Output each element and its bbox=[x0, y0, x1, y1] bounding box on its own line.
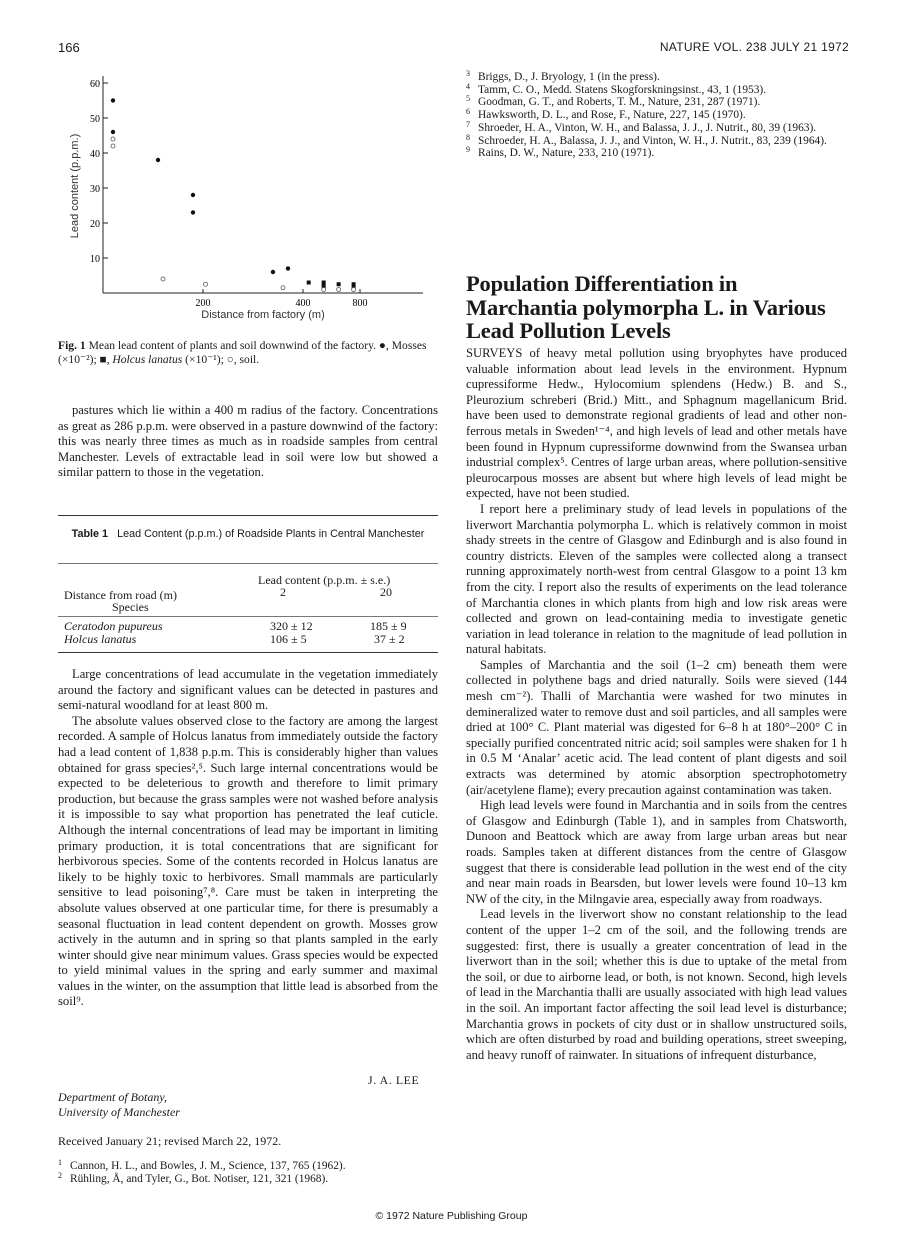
table-value-20m: 37 ± 2 bbox=[374, 632, 405, 646]
fig-caption-text: Mean lead content of plants and soil downwind of the factory. ●, Mosses (×10⁻²); ■, Holcus lanatus (×10⁻¹); ○, soil. bbox=[58, 339, 427, 366]
y-tick-label: 40 bbox=[90, 149, 100, 160]
right-paragraph-3: Samples of Marchantia and the soil (1–2 cm) beneath them were collected in polythene bags and dried naturally. Soils were sieved (144 mesh cm⁻²). Thalli of Marchantia were washed for two minutes in demineralized water to remove dust and soil particles, and all samples were dried at 100° C. Plant material was digested for 6–8 h at 180°–200° C in specially purified concentrated nitric acid; soil samples were shaken for 1 h in 0.5 M ‘Analar’ acetic acid. The lead content of plant digests and soil extracts was determined by atomic absorption spectrophotometry (air/acetylene flame); every precaution against contamination was taken. bbox=[466, 657, 847, 797]
y-tick-label: 50 bbox=[90, 114, 100, 125]
left-paragraph-3: The absolute values observed close to the factory are among the largest recorded. A sample of Holcus lanatus from immediately outside the factory had a lead content of 1,838 p.p.m. This is considerably higher than values obtained for grass species²,⁵. Such large internal concentrations would be expected to be deleterious to growth and therefore to limit primary production, but because the grass samples were not washed before analysis it is impossible to say what proportion has penetrated the leaf cuticle. Although the internal concentrations of lead may be important in limiting primary production, it is total concentrations that are significant for herbivorous species. Some of the contents recorded in Holcus lanatus are likely to be highly toxic to herbivores. Small mammals are particularly sensitive to lead poisoning⁷,⁸. Care must be taken in interpreting the absolute values observed at one particular time, for there is presumably a seasonal fluctuation in lead content dependent on growth. Mosses grow actively in the autumn and in spring so that plants sampled in the early winter should give near minimum values. Grass species would be expected to yield minimal values in the spring and early summer and maximal values in the winter, on the assumption that little lead is absorbed from the soil⁹. bbox=[58, 713, 438, 1009]
table-caption bbox=[58, 528, 438, 541]
table-value-2m: 106 ± 5 bbox=[270, 632, 307, 646]
soil-point bbox=[111, 137, 115, 141]
reference-item: 7 Shroeder, H. A., Vinton, W. H., and Balassa, J. J., J. Nutrit., 80, 39 (1963). bbox=[466, 119, 817, 134]
moss-point bbox=[111, 130, 115, 134]
references-right bbox=[466, 71, 847, 160]
table-title: Lead Content (p.p.m.) of Roadside Plants in Central Manchester bbox=[117, 528, 425, 540]
reference-item: 9 Rains, D. W., Nature, 233, 210 (1971). bbox=[466, 145, 655, 160]
affiliation-university: University of Manchester bbox=[58, 1105, 180, 1119]
right-paragraph-4: High lead levels were found in Marchantia and in soils from the centres of Glasgow and Edinburgh (Table 1), and in samples from Chatsworth, Dunoon and Beattock which are away from large urban areas but near roads. Samples taken at different distances from the centre of Glasgow suggest that there is considerable lead pollution in the west end of the city and near main roads in Bearsden, but lower levels were found 10–13 km NW of the city, in the Milngavie area, especially away from roadways. bbox=[466, 798, 847, 906]
table-row-header-species: Species bbox=[112, 600, 149, 614]
table-value-20m: 185 ± 9 bbox=[370, 619, 407, 633]
y-axis-label: Lead content (p.p.m.) bbox=[69, 133, 81, 239]
x-tick-label: 800 bbox=[352, 298, 368, 309]
table-col-header: Lead content (p.p.m. ± s.e.) bbox=[258, 573, 391, 587]
table-species: Holcus lanatus bbox=[64, 632, 137, 646]
reference-item: 4 Tamm, C. O., Medd. Statens Skogforskningsinst., 43, 1 (1953). bbox=[466, 81, 767, 96]
y-tick-label: 10 bbox=[90, 254, 100, 265]
reference-item: 5 Goodman, G. T., and Roberts, T. M., Nature, 231, 287 (1971). bbox=[466, 94, 761, 109]
references-left bbox=[58, 1160, 438, 1185]
soil-point bbox=[111, 144, 115, 148]
x-ticks bbox=[196, 289, 368, 309]
y-tick-label: 20 bbox=[90, 219, 100, 230]
holcus-point bbox=[307, 281, 311, 285]
moss-point bbox=[271, 270, 275, 274]
received-date: Received January 21; revised March 22, 1972. bbox=[58, 1134, 282, 1148]
reference-item: 8 Schroeder, H. A., Balassa, J. J., and Vinton, W. H., J. Nutrit., 83, 239 (1964). bbox=[466, 132, 827, 147]
table-row-header-distance: Distance from road (m) bbox=[64, 588, 177, 602]
fig-label: Fig. 1 bbox=[58, 339, 86, 352]
affiliation-department: Department of Botany, bbox=[58, 1090, 167, 1104]
moss-point bbox=[191, 210, 195, 214]
table-distance-20: 20 bbox=[380, 585, 392, 599]
figure-caption bbox=[58, 339, 438, 367]
soil-point bbox=[204, 282, 208, 286]
y-tick-label: 30 bbox=[90, 184, 100, 195]
table-row bbox=[64, 632, 434, 648]
reference-item: 3 Briggs, D., J. Bryology, 1 (in the press). bbox=[466, 69, 660, 83]
page-number: 166 bbox=[58, 40, 80, 55]
article-title: Population Differentiation in Marchantia polymorpha L. in Various Lead Pollution Levels bbox=[466, 271, 826, 343]
right-paragraph-1: SURVEYS of heavy metal pollution using bryophytes have produced valuable information about lead levels in the environment. Hypnum cupressiforme Hedw., Hylocomium splendens (Hedw.) B. and S., Pleurozium schreberi (Brid.) Mitt., and Sphagnum magellanicum Brid. have been used to demonstrate regional gradients of lead and other non-ferrous metals in Sweden¹⁻⁴, and high levels of lead and other metals have been found in Hypnum cupressiforme downwind from the Swansea urban industrial complex⁵. Centres of large urban areas, where pollution-sensitive pleurocarpous mosses are absent but where high levels of lead might be expected, have not been studied. bbox=[466, 346, 847, 501]
right-paragraph-2: I report here a preliminary study of lead levels in populations of the liverwort Marchantia polymorpha L. which is relatively common in moist shady streets in the centre of Glasgow and Edinburgh and is also found in country districts. Eleven of the samples were collected along a transect running approximately north-west from central Glasgow to a point 13 km from the city. I report also the results of experiments on the lead tolerance of Marchantia clones in which plants from high and low risk areas were collected and grown on lead-containing media to investigate genetic variation in lead tolerance in relation to the magnitude of lead pollution in natural habitats. bbox=[466, 501, 847, 657]
figure-1-chart bbox=[58, 68, 438, 330]
left-paragraph-1: pastures which lie within a 400 m radius of the factory. Concentrations as great as 286 p.p.m. were observed in a pasture downwind of the factory: this was nearly three times as much as in roadside samples from central Manchester. Levels of extractable lead in soil were low but showed a similar pattern to those in the vegetation. bbox=[58, 403, 438, 480]
moss-point bbox=[111, 98, 115, 102]
moss-point bbox=[286, 266, 290, 270]
table-distance-2: 2 bbox=[280, 585, 286, 599]
author-signature: J. A. LEE bbox=[368, 1073, 420, 1087]
moss-point bbox=[156, 158, 160, 162]
moss-point bbox=[191, 193, 195, 197]
x-tick-label: 400 bbox=[295, 298, 311, 309]
right-paragraph-5: Lead levels in the liverwort show no constant relationship to the lead content of the upper 1–2 cm of the soil, and the following trends are suggested: first, there is usually a greater concentration of lead in the liverwort than in the soil; whether this is due to uptake of the metal from the soil, or due to airborne lead, or both, is not known. Second, high levels of lead in the Marchantia thalli are usually associated with high lead values in the soil. An important factor affecting the soil lead level is disturbance; Marchantia grows in pockets of city dust or in shallow unstructured soils, which are often disturbed by road and building operations, street sweeping, and heavy runoff of rainwater. In situations of infrequent disturbance, bbox=[466, 907, 847, 1062]
reference-item: 6 Hawksworth, D. L., and Rose, F., Nature, 227, 145 (1970). bbox=[466, 107, 746, 122]
soil-point bbox=[161, 277, 165, 281]
holcus-point bbox=[322, 281, 326, 285]
table-value-2m: 320 ± 12 bbox=[270, 619, 313, 633]
reference-item: 1 Cannon, H. L., and Bowles, J. M., Science, 137, 765 (1962). bbox=[58, 1158, 346, 1172]
holcus-point bbox=[352, 282, 356, 286]
reference-item: 2 Rühling, Å, and Tyler, G., Bot. Notiser, 121, 321 (1968). bbox=[58, 1170, 329, 1185]
y-tick-label: 60 bbox=[90, 79, 100, 90]
x-tick-label: 200 bbox=[195, 298, 211, 309]
soil-point bbox=[352, 288, 356, 292]
copyright-footer: © 1972 Nature Publishing Group bbox=[375, 1210, 528, 1222]
data-points bbox=[111, 98, 356, 291]
table-species: Ceratodon pupureus bbox=[64, 619, 163, 633]
soil-point bbox=[337, 288, 341, 292]
soil-point bbox=[281, 286, 285, 290]
soil-point bbox=[322, 288, 326, 292]
table-label: Table 1 bbox=[71, 528, 109, 540]
holcus-point bbox=[337, 282, 341, 286]
x-axis-label: Distance from factory (m) bbox=[201, 309, 325, 321]
left-paragraph-2: Large concentrations of lead accumulate in the vegetation immediately around the factory and significant values can be detected in pastures and semi-natural woodland for at least 800 m. bbox=[58, 667, 438, 713]
journal-header: NATURE VOL. 238 JULY 21 1972 bbox=[659, 40, 849, 54]
y-ticks bbox=[90, 79, 108, 265]
